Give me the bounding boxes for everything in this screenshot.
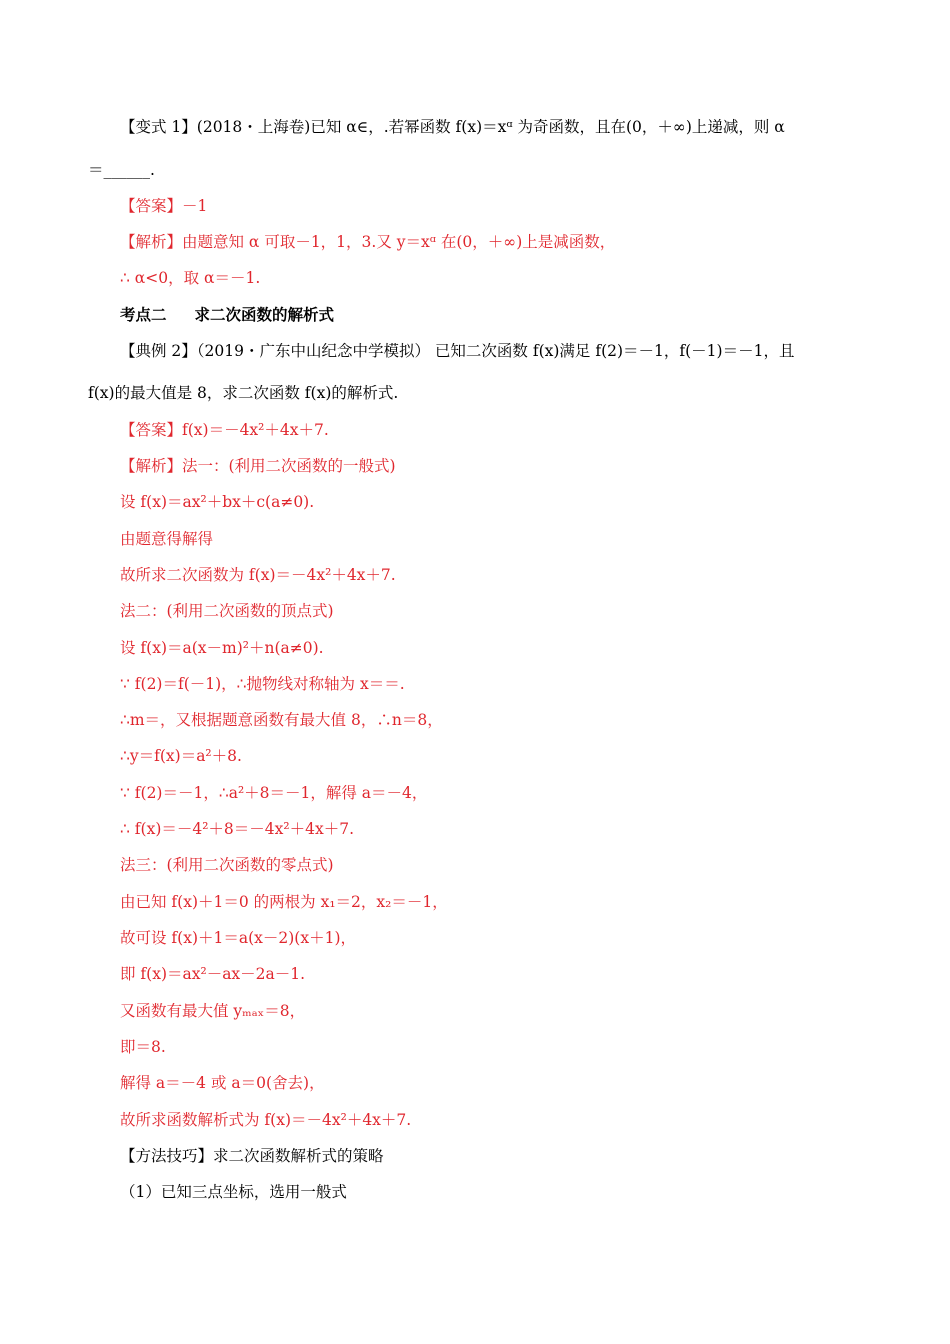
method-3-step: 由已知 f(x)＋1＝0 的两根为 x₁＝2，x₂＝－1， xyxy=(120,893,448,911)
method-3-step: 又函数有最大值 yₘₐₓ＝8， xyxy=(120,1002,306,1020)
section-heading xyxy=(120,304,334,326)
method-2-step: ∴m＝，又根据题意函数有最大值 8，∴n＝8， xyxy=(120,711,443,729)
method-1-step: 由题意得解得 xyxy=(120,530,214,548)
section-label: 考点二 xyxy=(120,305,167,324)
method-2-title: 法二：(利用二次函数的顶点式) xyxy=(120,602,334,620)
method-3-step: 即＝8. xyxy=(120,1038,166,1056)
section-title: 求二次函数的解析式 xyxy=(194,305,335,324)
answer-2: 【答案】f(x)＝－4x²＋4x＋7. xyxy=(120,421,329,439)
method-1-step: 设 f(x)＝ax²＋bx＋c(a≠0). xyxy=(120,493,315,511)
analysis-1: 【解析】由题意知 α 可取－1，1，3.又 y＝xᵅ 在(0，＋∞)上是减函数， xyxy=(120,233,616,251)
method-3-step: 解得 a＝－4 或 a＝0(舍去)， xyxy=(120,1074,325,1092)
method-1-step: 故所求二次函数为 f(x)＝－4x²＋4x＋7. xyxy=(120,566,396,584)
method-2-step: ∴y＝f(x)＝a²＋8. xyxy=(120,747,242,765)
method-3-title: 法三：(利用二次函数的零点式) xyxy=(120,856,334,874)
variant-1-question: 【变式 1】(2018・上海卷)已知 α∈，.若幂函数 f(x)＝xᵅ 为奇函数，且在(0，＋∞)上递减，则 α xyxy=(120,118,785,136)
method-3-step: 即 f(x)＝ax²－ax－2a－1. xyxy=(120,965,306,983)
method-2-step: ∵ f(2)＝f(－1)，∴抛物线对称轴为 x＝＝. xyxy=(120,675,405,693)
method-2-step: 设 f(x)＝a(x－m)²＋n(a≠0). xyxy=(120,639,324,657)
variant-1-question-blank: ＝______. xyxy=(88,161,155,179)
method-1-title: 【解析】法一：(利用二次函数的一般式) xyxy=(120,457,396,475)
answer-1: 【答案】－1 xyxy=(120,197,208,215)
method-3-step: 故可设 f(x)＋1＝a(x－2)(x＋1)， xyxy=(120,929,356,947)
method-2-step: ∴ f(x)＝－4²＋8＝－4x²＋4x＋7. xyxy=(120,820,355,838)
example-2-question-cont: f(x)的最大值是 8，求二次函数 f(x)的解析式. xyxy=(88,384,399,402)
tips-item: （1）已知三点坐标，选用一般式 xyxy=(120,1183,347,1201)
tips-title: 【方法技巧】求二次函数解析式的策略 xyxy=(120,1147,384,1165)
analysis-1-conclusion: ∴ α<0，取 α＝－1. xyxy=(120,269,261,287)
example-2-question: 【典例 2】（2019・广东中山纪念中学模拟） 已知二次函数 f(x)满足 f(2)＝－1，f(－1)＝－1，且 xyxy=(120,342,795,360)
method-3-step: 故所求函数解析式为 f(x)＝－4x²＋4x＋7. xyxy=(120,1111,412,1129)
method-2-step: ∵ f(2)＝－1，∴a²＋8＝－1，解得 a＝－4， xyxy=(120,784,428,802)
